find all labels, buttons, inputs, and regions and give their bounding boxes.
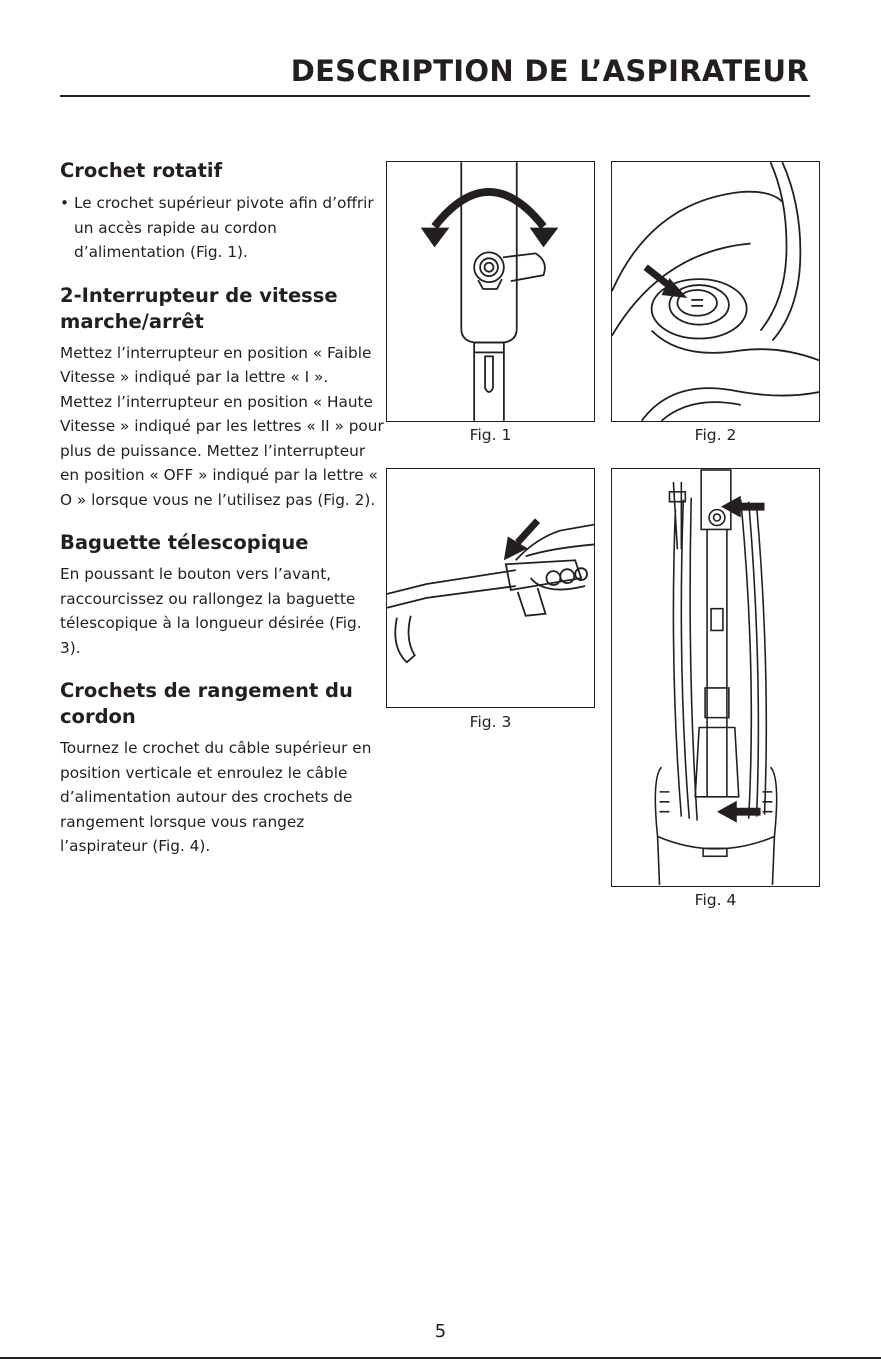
page-number: 5	[434, 1321, 447, 1342]
section-heading: Crochet rotatif	[60, 159, 223, 182]
section-body: Le crochet supérieur pivote afin d’offrir un accès rapide au cordon d’alimentation (Fig. 1).	[74, 194, 374, 261]
figure-3-caption: Fig. 3	[469, 713, 512, 731]
rotating-hook-illustration	[387, 162, 594, 421]
section-heading: Baguette télescopique	[60, 531, 309, 554]
section-cord-storage	[60, 678, 385, 859]
figure-1-rotating-hook-illustration	[386, 161, 595, 422]
section-body: En poussant le bouton vers l’avant, raccourcissez ou rallongez la baguette télescopique à la longueur désirée (Fig. 3).	[60, 565, 362, 657]
section-speed-switch	[60, 283, 385, 513]
figure-2-caption: Fig. 2	[694, 426, 737, 444]
figure-4-caption: Fig. 4	[694, 891, 737, 909]
figure-3-telescopic-wand-illustration	[386, 468, 595, 708]
title-rule	[60, 95, 810, 97]
section-heading: Crochets de rangement du cordon	[60, 679, 353, 728]
section-rotating-hook	[60, 158, 385, 265]
text-column	[60, 158, 385, 877]
figure-4-cord-storage-illustration	[611, 468, 820, 887]
bullet-icon: •	[60, 194, 70, 212]
bullet-item	[60, 191, 385, 265]
speed-switch-illustration	[612, 162, 819, 421]
section-telescopic-wand	[60, 530, 385, 660]
figure-1-caption: Fig. 1	[469, 426, 512, 444]
section-heading: 2-Interrupteur de vitesse marche/arrêt	[60, 283, 338, 333]
figure-2-speed-switch-illustration	[611, 161, 820, 422]
section-body: Mettez l’interrupteur en position « Faible Vitesse » indiqué par la lettre « I ». Mettez l’interrupteur en position « Haute Vitesse » indiqué par les lettres « II » pour plus de puissance. Mettez l’interrupteur en position « OFF » indiqué par la lettre « O » lorsque vous ne l’utilisez pas (Fig. 2).	[60, 343, 384, 509]
telescopic-wand-illustration	[387, 469, 594, 707]
section-body: Tournez le crochet du câble supérieur en position verticale et enroulez le câble d’alimentation autour des crochets de rangement lorsque vous rangez l’aspirateur (Fig. 4).	[60, 739, 372, 855]
bottom-rule	[0, 1357, 881, 1359]
page-title: DESCRIPTION DE L’ASPIRATEUR	[290, 54, 809, 88]
cord-storage-illustration	[612, 469, 819, 886]
